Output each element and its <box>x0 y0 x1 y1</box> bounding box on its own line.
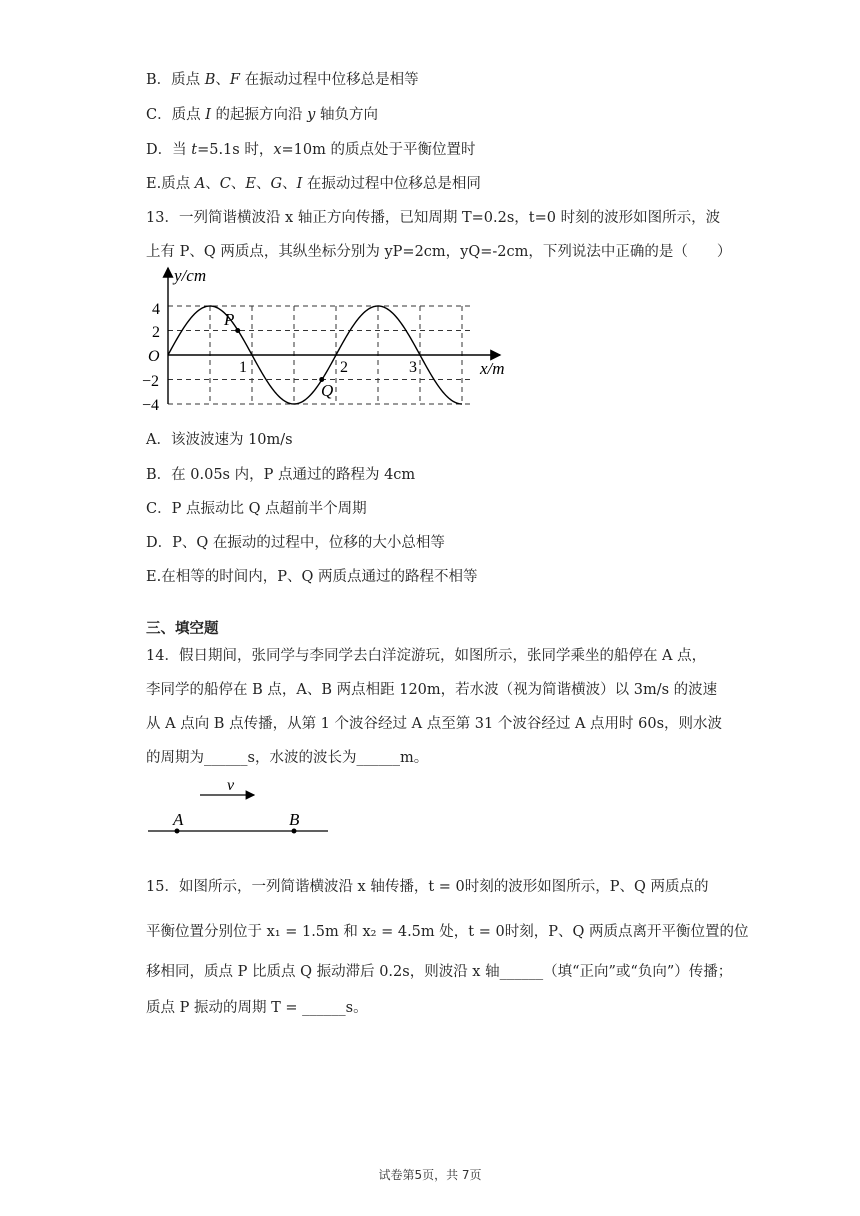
y-tick-4: 4 <box>152 301 160 318</box>
q13-option-d: D．P、Q 在振动的过程中，位移的大小总相等 <box>146 535 445 551</box>
q13-option-a: A．该波波速为 10m/s <box>146 432 293 448</box>
q13-stem-line2: 上有 P、Q 两质点，其纵坐标分别为 yP=2cm，yQ=-2cm，下列说法中正确的是（ ） <box>146 244 732 260</box>
q13-stem-line1: 13．一列简谐横波沿 x 轴正方向传播，已知周期 T=0.2s，t=0 时刻的波形如图所示，波 <box>146 210 721 226</box>
point-b-dot <box>292 829 297 834</box>
x-tick-2: 2 <box>340 359 348 376</box>
origin-label: O <box>148 348 160 365</box>
point-a-label: A <box>173 810 184 829</box>
x-axis-label: x/m <box>480 359 505 378</box>
q12-option-d: D．当 t=5.1s 时，x=10m 的质点处于平衡位置时 <box>146 142 476 158</box>
boat-diagram <box>144 776 334 838</box>
q12-option-c: C．质点 I 的起振方向沿 y 轴负方向 <box>146 107 378 123</box>
point-p-label: P <box>224 310 235 329</box>
q13-option-c: C．P 点振动比 Q 点超前半个周期 <box>146 501 367 517</box>
x-tick-3: 3 <box>409 359 417 376</box>
q15-line2: 平衡位置分别位于 x₁ = 1.5m 和 x₂ = 4.5m 处，t = 0时刻，P、Q 两质点离开平衡位置的位 <box>146 924 749 940</box>
q15-line1: 15．如图所示，一列简谐横波沿 x 轴传播，t = 0时刻的波形如图所示，P、Q 两质点的 <box>146 879 709 895</box>
point-a-dot <box>175 829 180 834</box>
point-b-label: B <box>289 810 300 829</box>
point-p-dot <box>235 328 240 333</box>
y-tick-2: 2 <box>152 324 160 341</box>
q14-line3: 从 A 点向 B 点传播，从第 1 个波谷经过 A 点至第 31 个波谷经过 A 点用时 60s，则水波 <box>146 716 723 732</box>
q12-option-e: E.质点 A、C、E、G、I 在振动过程中位移总是相同 <box>146 176 481 192</box>
x-tick-1: 1 <box>239 359 247 376</box>
q13-option-b: B．在 0.05s 内，P 点通过的路程为 4cm <box>146 467 416 483</box>
q13-option-e: E.在相等的时间内，P、Q 两质点通过的路程不相等 <box>146 569 478 585</box>
q12-option-b: B．质点 B、F 在振动过程中位移总是相等 <box>146 72 419 88</box>
wave-graph <box>142 262 522 420</box>
page-footer: 试卷第5页，共 7页 <box>378 1168 482 1182</box>
velocity-label: v <box>227 777 235 794</box>
q14-line1: 14．假日期间，张同学与李同学去白洋淀游玩，如图所示，张同学乘坐的船停在 A 点， <box>146 648 707 664</box>
q14-line2: 李同学的船停在 B 点，A、B 两点相距 120m，若水波（视为简谐横波）以 3m/s 的波速 <box>146 682 718 698</box>
y-axis-label: y/cm <box>174 266 207 285</box>
y-tick-minus2: −2 <box>142 373 160 390</box>
section-title: 三、填空题 <box>146 620 219 637</box>
q15-line4: 质点 P 振动的周期 T = ______s。 <box>146 1000 368 1016</box>
q15-line3: 移相同，质点 P 比质点 Q 振动滞后 0.2s，则波沿 x 轴______（填“正向”或“负向”）传播； <box>146 964 733 980</box>
y-tick-minus4: −4 <box>142 397 160 414</box>
q14-line4: 的周期为______s，水波的波长为______m。 <box>146 750 429 766</box>
point-q-label: Q <box>321 381 334 400</box>
